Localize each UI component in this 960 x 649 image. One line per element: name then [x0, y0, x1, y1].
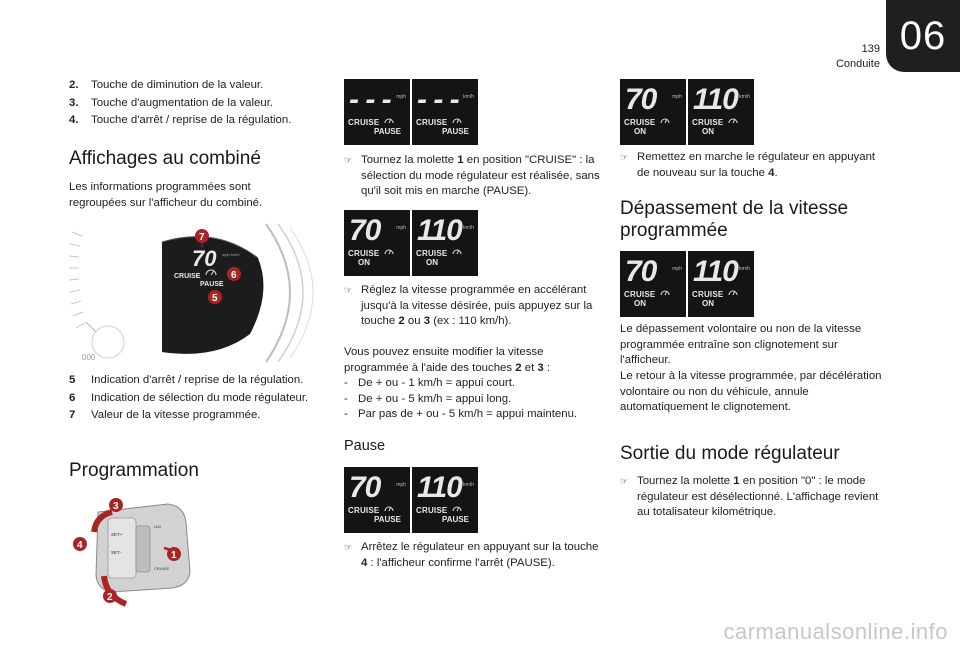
cluster-unit: mph km/h [222, 252, 240, 257]
speedometer-icon [452, 247, 462, 255]
arrow-icon: ☞ [344, 542, 353, 552]
instruction-exit-mode: ☞ Tournez la molette 1 en position "0" : le mode régulateur est désélectionné. L'affichage revient au totalisateur kilométrique. [620, 474, 882, 521]
callout-2 [103, 589, 117, 603]
speedometer-icon [384, 504, 394, 512]
lcd-screen: 110 km/h CRUISE ON [688, 251, 754, 317]
cluster-pause-label: PAUSE [200, 281, 224, 288]
callout-4 [73, 537, 87, 551]
cluster-speed: 70 [192, 246, 217, 271]
speedometer-icon [728, 116, 738, 124]
lcd-screen: 110 km/h CRUISE ON [688, 79, 754, 145]
arrow-icon: ☞ [344, 285, 353, 295]
heading-depassement: Dépassement de la vitesse programmée [620, 198, 849, 241]
page-number: 139 [861, 43, 880, 55]
arrow-icon: ☞ [620, 476, 629, 486]
section-title: Conduite [835, 58, 880, 70]
svg-text:1: 1 [171, 550, 177, 561]
svg-text:4: 4 [77, 540, 83, 551]
lcd-screen: - - - mph CRUISE PAUSE [344, 79, 410, 145]
watermark-text: carmanualsonline.info [723, 619, 948, 644]
speedometer-icon [728, 288, 738, 296]
lcd-screen: 70 mph CRUISE ON [344, 210, 410, 276]
paragraph-overspeed: Le dépassement volontaire ou non de la vitesse programmée entraîne son clignotement sur l'afficheur. [620, 323, 862, 367]
cluster-cruise-label: CRUISE [174, 273, 201, 280]
speedometer-icon [384, 247, 394, 255]
stalk-label-lim: LIM [154, 524, 161, 529]
instruction-set-speed: ☞ Réglez la vitesse programmée en accélérant jusqu'à la vitesse désirée, puis appuyez sur la touche 2 ou 3 (ex : 110 km/h). [344, 283, 606, 330]
lcd-screen: 70 mph CRUISE PAUSE [344, 467, 410, 533]
speedometer-icon [452, 116, 462, 124]
list-item: 3. Touche d'augmentation de la valeur. [69, 96, 274, 109]
svg-text:3: 3 [113, 501, 119, 512]
arrow-icon: ☞ [344, 155, 353, 165]
heading-affichages: Affichages au combiné [69, 148, 261, 169]
paragraph-return-speed: Le retour à la vitesse programmée, par décélération volontaire ou non du véhicule, annule automatiquement le clignotement. [620, 370, 882, 414]
svg-text:5: 5 [212, 293, 218, 304]
instruction-select-mode: ☞ Tournez la molette 1 en position "CRUISE" : la sélection du mode régulateur est réalisée, sans qu'il soit mis en marche (PAUSE). [344, 153, 606, 200]
stalk-illustration [68, 492, 208, 610]
instruction-pause: ☞ Arrêtez le régulateur en appuyant sur la touche 4 : l'afficheur confirme l'arrêt (PAUSE). [344, 540, 606, 571]
list-item: - Par pas de + ou - 5 km/h = appui maintenu. [344, 408, 578, 421]
list-item: - De + ou - 5 km/h = appui long. [344, 392, 512, 405]
stalk-label-set-minus: SET- [111, 550, 122, 555]
heading-sortie: Sortie du mode régulateur [620, 443, 840, 464]
svg-text:6: 6 [231, 270, 237, 281]
callout-5 [208, 290, 222, 304]
svg-text:2: 2 [107, 592, 113, 603]
list-item: - De + ou - 1 km/h = appui court. [344, 377, 516, 389]
lcd-screen: 110 km/h CRUISE ON [412, 210, 478, 276]
callout-6 [227, 267, 241, 281]
speedometer-icon [384, 116, 394, 124]
speedometer-icon [452, 504, 462, 512]
dash-list [344, 376, 606, 423]
legend-list [69, 373, 319, 426]
callout-1 [167, 547, 181, 561]
lcd-screen: 70 mph CRUISE ON [620, 251, 686, 317]
speedometer-icon [660, 288, 670, 296]
stalk-label-set-plus: SET+ [111, 532, 123, 537]
lcd-screen: - - - km/h CRUISE PAUSE [412, 79, 478, 145]
paragraph-affichages: Les informations programmées sont regroupées sur l'afficheur du combiné. [69, 181, 263, 209]
callout-3 [109, 498, 123, 512]
lcd-screen: 70 mph CRUISE ON [620, 79, 686, 145]
list-item: 5 Indication d'arrêt / reprise de la régulation. [69, 374, 304, 386]
speedometer-icon [660, 116, 670, 124]
list-item: 4. Touche d'arrêt / reprise de la régulation. [69, 114, 292, 127]
arrow-icon: ☞ [620, 152, 629, 162]
chapter-badge: 06 [886, 0, 960, 72]
intro-list [69, 78, 319, 131]
stalk-label-cruise: CRUISE [154, 566, 170, 571]
heading-programmation: Programmation [69, 460, 199, 481]
cluster-illustration [66, 222, 316, 364]
paragraph-modify-speed: Vous pouvez ensuite modifier la vitesse programmée à l'aide des touches 2 et 3 : [344, 346, 551, 374]
instruction-resume: ☞ Remettez en marche le régulateur en appuyant de nouveau sur la touche 4. [620, 150, 882, 181]
heading-pause: Pause [344, 438, 386, 454]
list-item: 7 Valeur de la vitesse programmée. [69, 409, 261, 422]
list-item: 2. Touche de diminution de la valeur. [69, 79, 264, 91]
svg-text:7: 7 [199, 232, 205, 243]
odometer-text: 000 [82, 353, 96, 362]
lcd-screen: 110 km/h CRUISE PAUSE [412, 467, 478, 533]
list-item: 6 Indication de sélection du mode régulateur. [69, 391, 309, 404]
